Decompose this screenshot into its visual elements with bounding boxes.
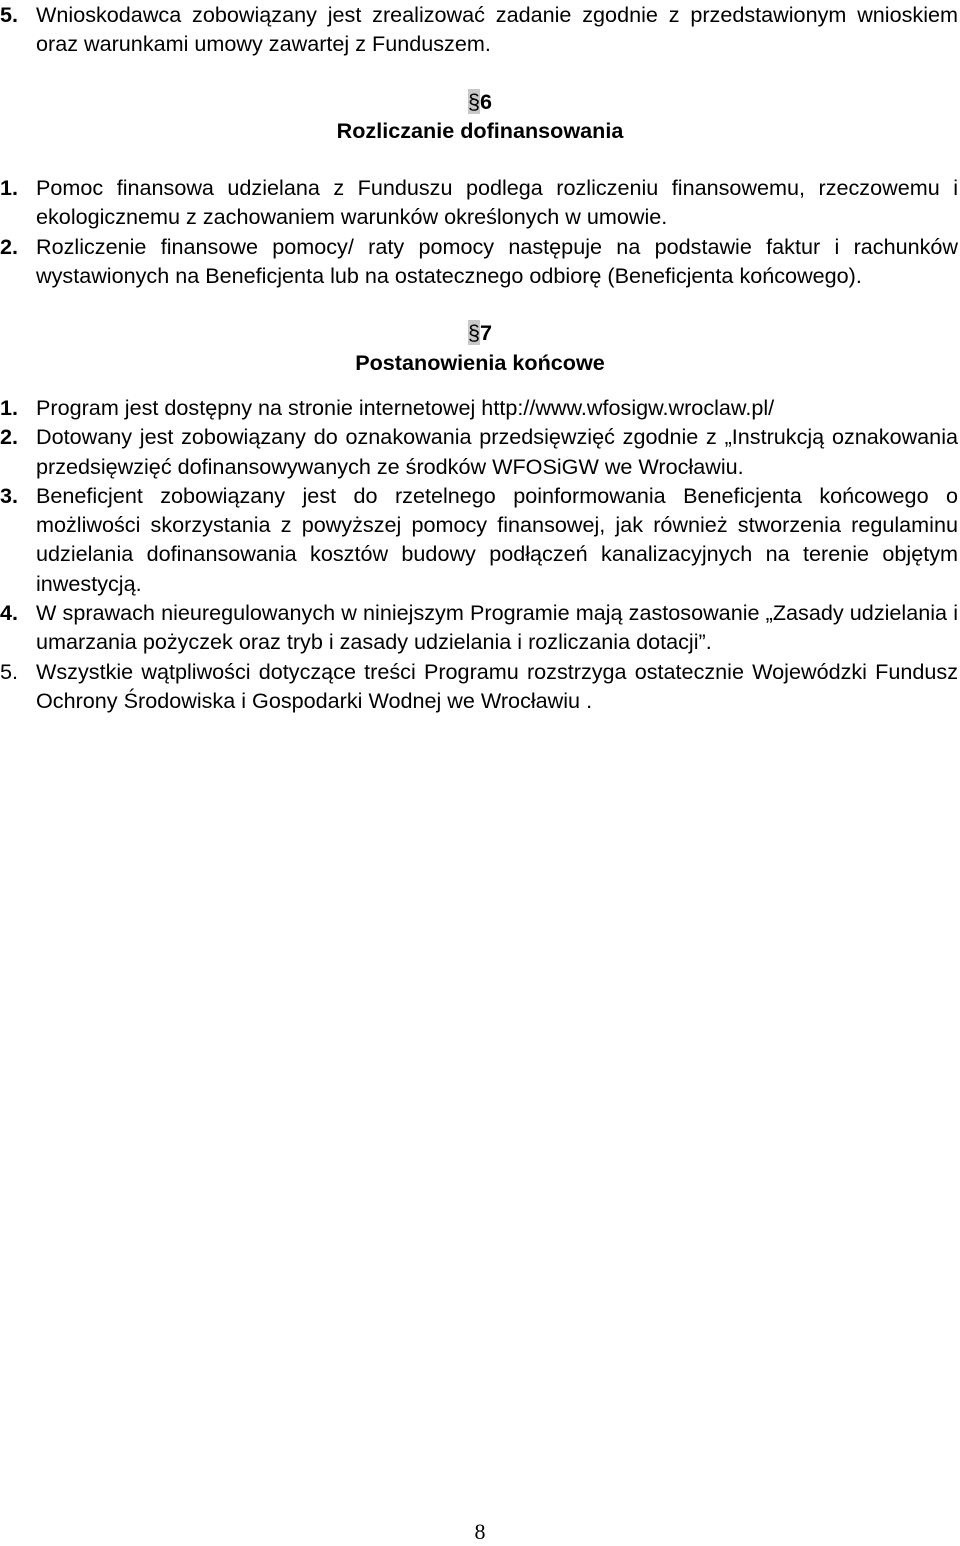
list-item [0, 232, 960, 291]
item-text: Dotowany jest zobowiązany do oznakowania przedsięwzięć zgodnie z „Instrukcją oznakowania przedsięwzięć dofinansowywanych ze środków WFOSiGW we Wrocławiu. [36, 424, 958, 479]
section-number [0, 318, 960, 347]
section-number [0, 87, 960, 116]
section-heading [0, 87, 960, 146]
list-item [0, 422, 960, 481]
section-number-value: 7 [480, 320, 493, 346]
item-text: Wszystkie wątpliwości dotyczące treści Programu rozstrzyga ostatecznie Wojewódzki Fundusz Ochrony Środowiska i Gospodarki Wodnej we Wrocławiu . [36, 658, 958, 713]
item-number: 5. [0, 2, 19, 27]
section-heading [0, 318, 960, 377]
list-item [0, 657, 960, 716]
list-item [0, 481, 960, 598]
item-number: 2. [0, 233, 19, 259]
item-number: 3. [0, 482, 19, 508]
item-number: 5. [0, 658, 19, 684]
list-item [0, 173, 960, 232]
list-item [0, 598, 960, 657]
item-text: Program jest dostępny na stronie internetowej http://www.wfosigw.wroclaw.pl/ [36, 394, 775, 420]
page-number: 8 [474, 1519, 486, 1544]
list-item [0, 0, 960, 59]
item-text: Pomoc finansowa udzielana z Funduszu podlega rozliczeniu finansowemu, rzeczowemu i ekologicznemu z zachowaniem warunków określonych w umowie. [36, 175, 958, 230]
item-number: 1. [0, 175, 19, 201]
section-title: Rozliczanie dofinansowania [336, 117, 624, 143]
item-number: 2. [0, 424, 19, 450]
section-sign: § [467, 88, 480, 114]
item-text: W sprawach nieuregulowanych w niniejszym Programie mają zastosowanie „Zasady udzielania i umarzania pożyczek oraz tryb i zasady udzielania i rozliczania dotacji”. [36, 600, 958, 655]
section-number-value: 6 [480, 88, 493, 114]
item-number: 4. [0, 600, 19, 626]
item-number: 1. [0, 394, 19, 420]
section-sign: § [467, 320, 480, 346]
item-text: Wnioskodawca zobowiązany jest zrealizować zadanie zgodnie z przedstawionym wnioskiem oraz warunkami umowy zawartej z Funduszem. [36, 2, 958, 57]
section-title: Postanowienia końcowe [355, 349, 605, 375]
item-text: Beneficjent zobowiązany jest do rzetelnego poinformowania Beneficjenta końcowego o możliwości skorzystania z powyższej pomocy finansowej, jak również stworzenia regulaminu udzielania dofinansowania kosztów budowy podłączeń kanalizacyjnych na terenie objętym inwestycją. [36, 482, 958, 596]
item-text: Rozliczenie finansowe pomocy/ raty pomocy następuje na podstawie faktur i rachunków wystawionych na Beneficjenta lub na ostatecznego odbiorę (Beneficjenta końcowego). [36, 233, 958, 289]
list-item [0, 393, 960, 422]
